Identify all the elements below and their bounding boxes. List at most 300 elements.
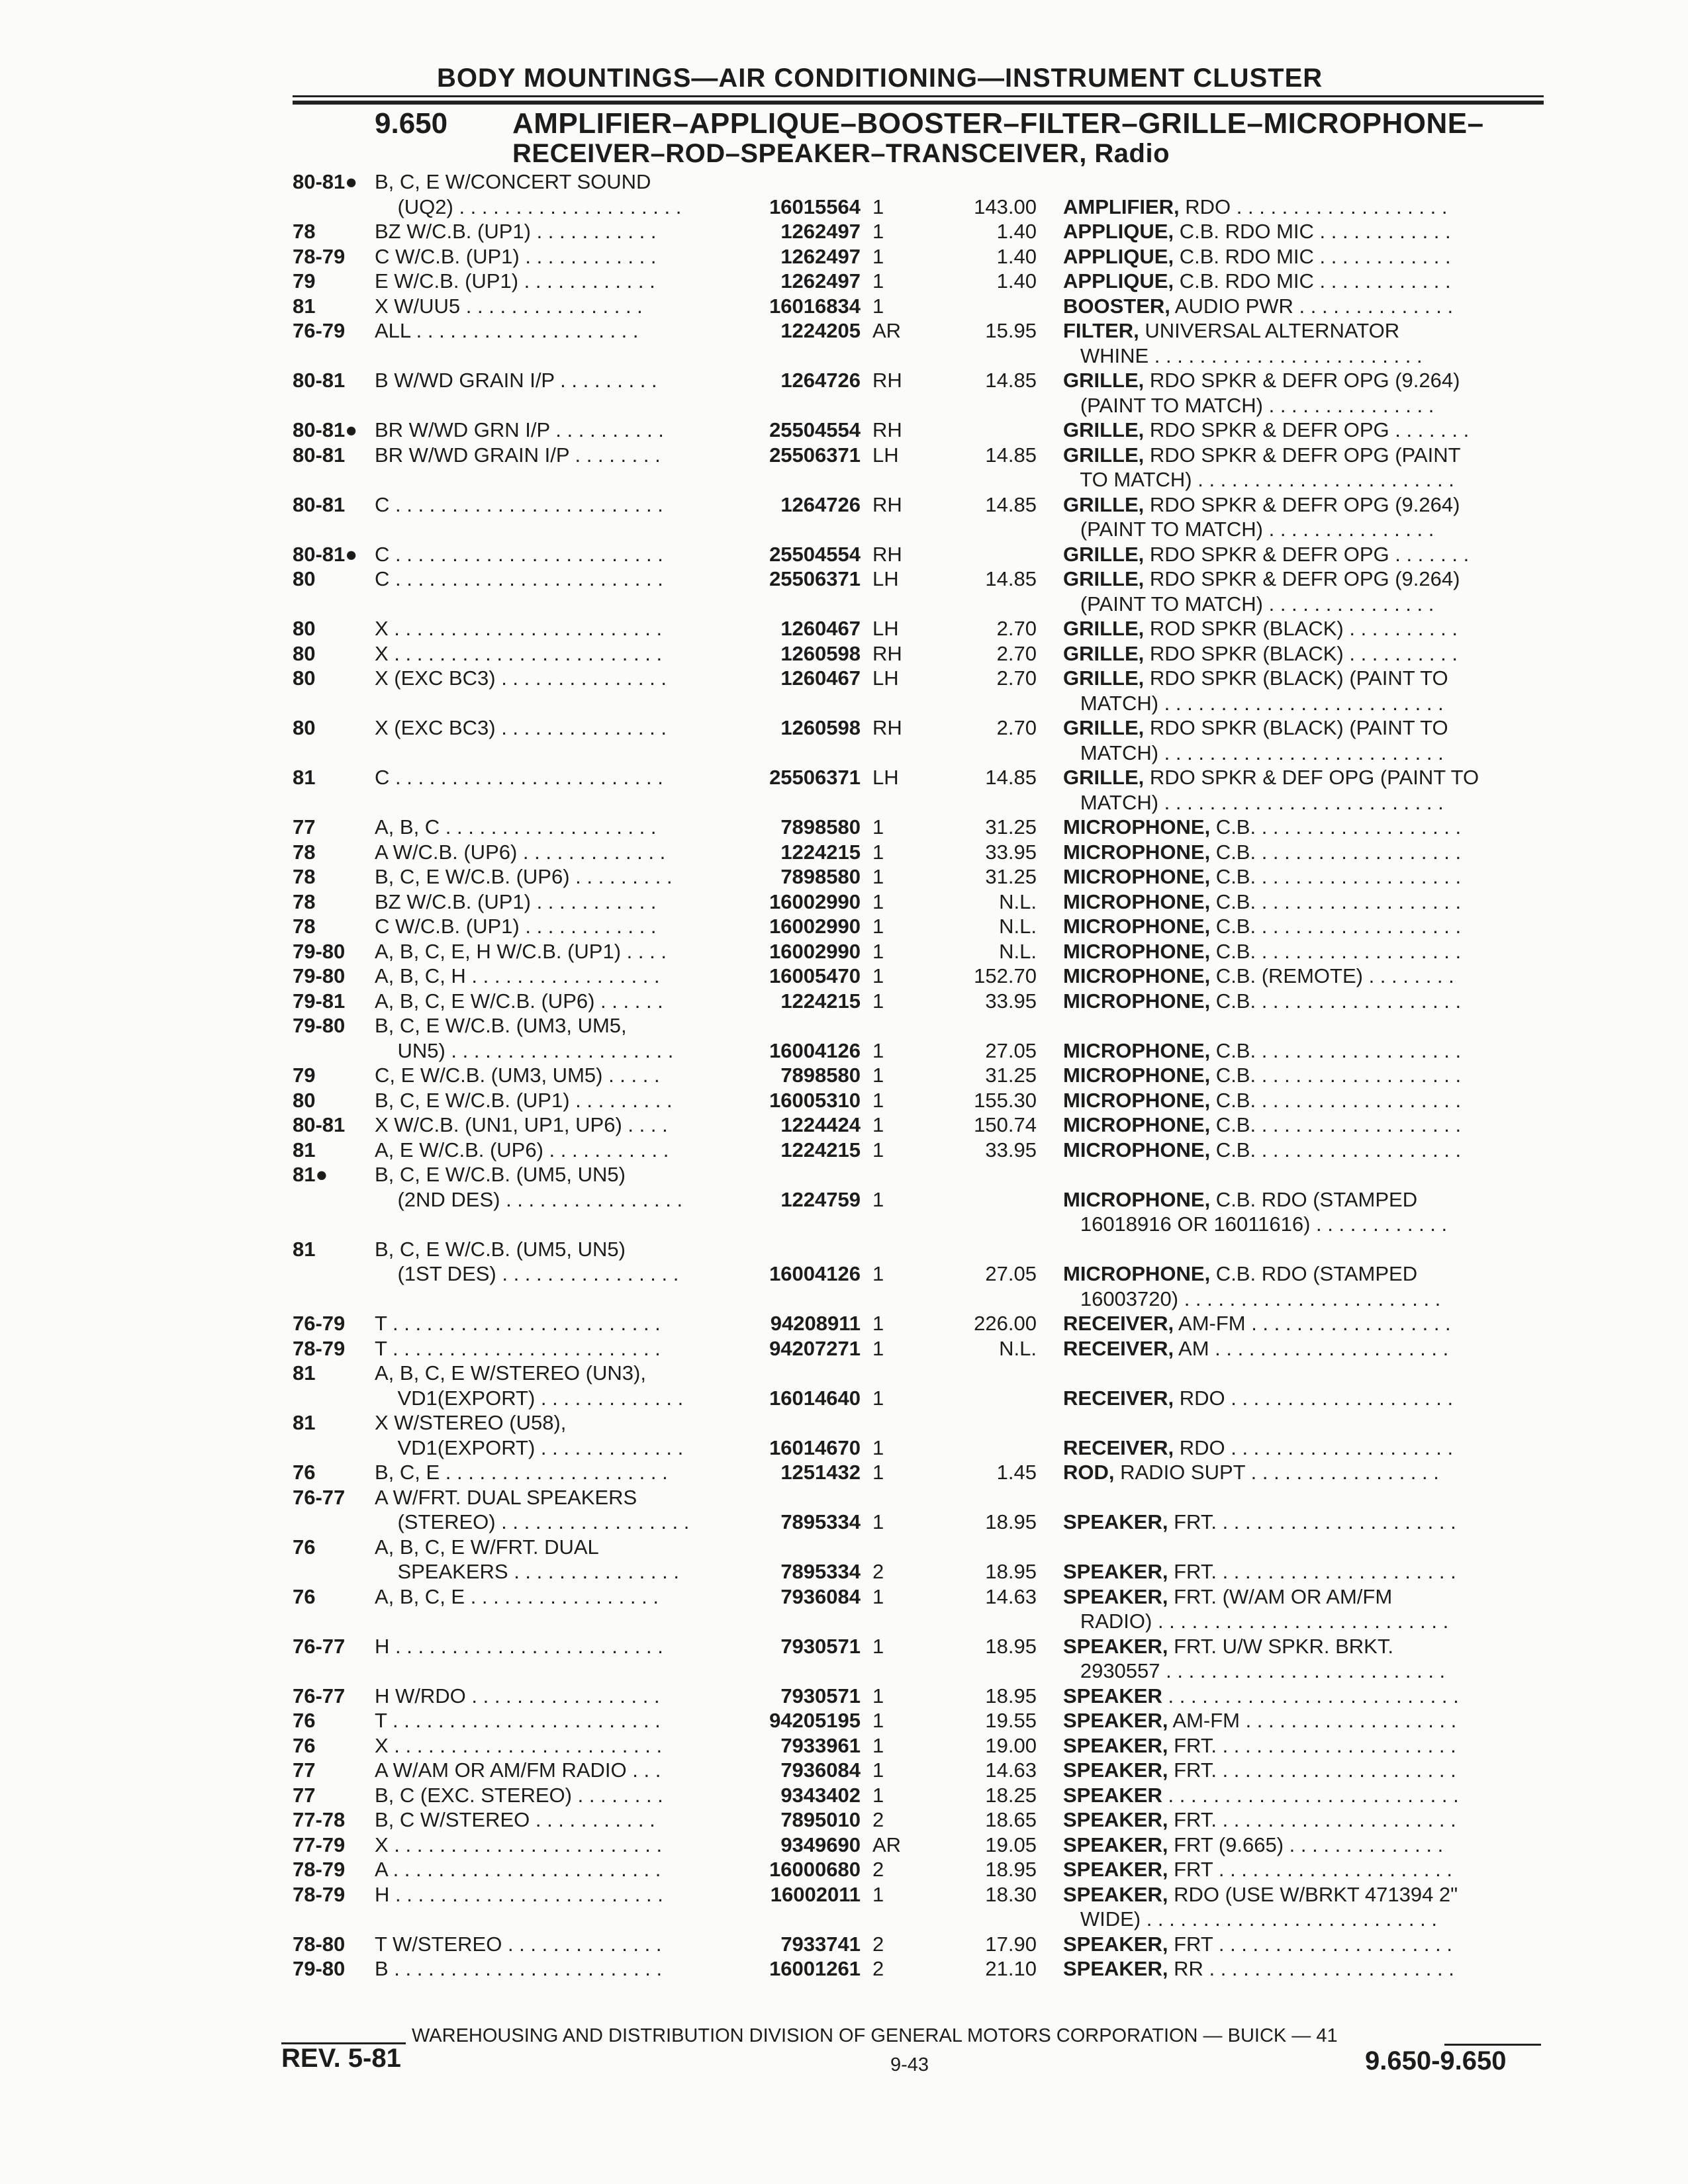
year-cell: 77-78 <box>293 1808 346 1831</box>
application-cell: C . . . . . . . . . . . . . . . . . . . . . . . . <box>375 766 663 789</box>
description-text: AM-FM . . . . . . . . . . . . . . . . . . <box>1174 1312 1451 1335</box>
quantity-cell: LH <box>872 766 899 789</box>
description-text: RADIO SUPT . . . . . . . . . . . . . . . . . <box>1114 1461 1439 1484</box>
price-cell: 17.90 <box>985 1932 1037 1956</box>
quantity-cell: LH <box>872 666 899 690</box>
price-cell: 150.74 <box>974 1113 1037 1136</box>
table-row <box>0 318 1688 343</box>
application-cell: X W/STEREO (U58), <box>375 1411 567 1434</box>
quantity-cell: 1 <box>872 939 884 963</box>
description-cell <box>1063 195 1447 220</box>
description-cell <box>1063 1435 1453 1461</box>
table-row <box>0 939 1688 964</box>
page-header-title: BODY MOUNTINGS—AIR CONDITIONING—INSTRUMENT CLUSTER <box>437 64 1323 93</box>
application-cell: A, B, C, E W/C.B. (UP6) . . . . . . <box>375 989 663 1013</box>
description-text: RR . . . . . . . . . . . . . . . . . . . . . . <box>1168 1957 1454 1980</box>
quantity-cell: 1 <box>872 1510 884 1533</box>
part-number-cell: 16001261 <box>769 1957 861 1980</box>
table-row <box>0 1833 1688 1858</box>
description-text: C.B. . . . . . . . . . . . . . . . . . . <box>1210 889 1462 913</box>
application-cell: X . . . . . . . . . . . . . . . . . . . . . . . . <box>375 617 663 640</box>
quantity-cell: 1 <box>872 1435 884 1459</box>
table-row <box>0 641 1688 666</box>
description-keyword: GRILLE, <box>1063 369 1145 392</box>
description-cell <box>1063 1510 1456 1535</box>
description-text: C.B. . . . . . . . . . . . . . . . . . . <box>1210 989 1462 1013</box>
price-cell: 15.95 <box>985 319 1037 342</box>
year-cell: 79-81 <box>293 989 346 1013</box>
table-row <box>0 1261 1688 1287</box>
description-cell <box>1063 1708 1456 1733</box>
quantity-cell: 1 <box>872 1584 884 1608</box>
quantity-cell: 1 <box>872 964 884 987</box>
description-keyword: MICROPHONE, <box>1063 889 1211 913</box>
part-number-cell: 16015564 <box>769 195 861 218</box>
part-number-cell: 7930571 <box>780 1634 861 1658</box>
description-keyword: GRILLE, <box>1063 641 1145 665</box>
table-row <box>0 964 1688 989</box>
price-cell: 1.40 <box>996 269 1037 293</box>
description-cell <box>1063 1584 1392 1610</box>
year-cell: 81 <box>293 1237 316 1261</box>
table-row <box>0 815 1688 840</box>
description-cell <box>1063 1932 1452 1957</box>
price-cell: 18.95 <box>985 1510 1037 1533</box>
description-cell <box>1063 219 1451 244</box>
part-number-cell: 7895010 <box>780 1808 861 1831</box>
price-cell: 31.25 <box>985 1064 1037 1087</box>
description-cell <box>1063 1783 1459 1808</box>
part-number-cell: 16002990 <box>769 939 861 963</box>
description-keyword: GRILLE, <box>1063 492 1145 516</box>
application-cell: BR W/WD GRAIN I/P . . . . . . . . <box>375 443 661 467</box>
application-cell: A W/FRT. DUAL SPEAKERS <box>375 1485 637 1509</box>
description-keyword: MICROPHONE, <box>1063 1113 1211 1136</box>
application-cell: VD1(EXPORT) . . . . . . . . . . . . . <box>375 1386 684 1410</box>
price-cell: 14.85 <box>985 369 1037 392</box>
year-cell: 76 <box>293 1733 316 1757</box>
application-cell: B, C (EXC. STEREO) . . . . . . . . <box>375 1783 663 1807</box>
description-cell <box>1063 368 1460 393</box>
description-keyword: SPEAKER, <box>1063 1560 1168 1583</box>
part-number-cell: 9343402 <box>780 1783 861 1807</box>
year-cell: 80-81 <box>293 369 346 392</box>
part-number-cell: 7898580 <box>780 865 861 888</box>
description-keyword: SPEAKER, <box>1063 1932 1168 1956</box>
table-row <box>0 1807 1688 1833</box>
description-keyword: GRILLE, <box>1063 666 1145 690</box>
quantity-cell: 1 <box>872 1138 884 1161</box>
year-cell: 79-80 <box>293 1014 346 1037</box>
table-row <box>0 914 1688 939</box>
description-text: RADIO) . . . . . . . . . . . . . . . . . . . . . . . . . . <box>1063 1610 1449 1633</box>
description-text: WIDE) . . . . . . . . . . . . . . . . . . . . . . . . . . <box>1063 1907 1437 1931</box>
application-cell: A, B, C, E W/STEREO (UN3), <box>375 1361 646 1385</box>
table-row <box>0 1013 1688 1038</box>
description-cell <box>1063 1187 1417 1212</box>
description-text: RDO . . . . . . . . . . . . . . . . . . . . <box>1174 1435 1454 1459</box>
description-cell <box>1063 343 1423 369</box>
description-keyword: SPEAKER, <box>1063 1510 1168 1533</box>
year-cell: 80 <box>293 617 316 640</box>
quantity-cell: LH <box>872 617 899 640</box>
part-number-cell: 94205195 <box>769 1709 861 1732</box>
table-row <box>0 492 1688 518</box>
price-cell: 2.70 <box>996 641 1037 665</box>
description-text: C.B. RDO MIC . . . . . . . . . . . . <box>1174 220 1451 243</box>
application-cell: X (EXC BC3) . . . . . . . . . . . . . . . <box>375 666 667 690</box>
part-number-cell: 7933961 <box>780 1733 861 1757</box>
description-cell <box>1063 964 1454 989</box>
year-cell: 80-81 <box>293 1113 346 1136</box>
description-keyword: APPLIQUE, <box>1063 244 1174 268</box>
year-cell: 81 <box>293 294 316 318</box>
quantity-cell: RH <box>872 716 902 739</box>
year-cell: 78 <box>293 865 316 888</box>
application-cell: BR W/WD GRN I/P . . . . . . . . . . <box>375 418 664 441</box>
description-text: FRT. . . . . . . . . . . . . . . . . . . . . . <box>1168 1808 1456 1831</box>
header-rule-thin <box>293 95 1544 97</box>
part-number-cell: 16005470 <box>769 964 861 987</box>
part-number-cell: 16000680 <box>769 1858 861 1881</box>
description-text: MATCH) . . . . . . . . . . . . . . . . . . . . . . . . . <box>1063 741 1444 764</box>
year-cell: 76-77 <box>293 1684 346 1707</box>
part-number-cell: 16005310 <box>769 1088 861 1112</box>
quantity-cell: 1 <box>872 1758 884 1782</box>
part-number-cell: 7895334 <box>780 1510 861 1533</box>
footer-publisher-line: WAREHOUSING AND DISTRIBUTION DIVISION OF GENERAL MOTORS CORPORATION — BUICK — 41 <box>412 2025 1338 2046</box>
quantity-cell: LH <box>872 443 899 467</box>
table-row <box>0 1584 1688 1610</box>
application-cell: B, C, E W/CONCERT SOUND <box>375 170 651 193</box>
description-cell <box>1063 592 1434 617</box>
description-text: C.B. (REMOTE) . . . . . . . . <box>1210 964 1454 987</box>
year-cell: 77 <box>293 1783 316 1807</box>
description-cell <box>1063 1336 1448 1361</box>
table-row <box>0 765 1688 790</box>
application-cell: C . . . . . . . . . . . . . . . . . . . . . . . . <box>375 492 663 516</box>
application-cell: X . . . . . . . . . . . . . . . . . . . . . . . . <box>375 1733 663 1757</box>
section-number: 9.650 <box>375 107 448 140</box>
year-cell: 81 <box>293 1411 316 1434</box>
year-cell: 80-81● <box>293 170 358 193</box>
description-keyword: SPEAKER, <box>1063 1808 1168 1831</box>
description-text: ROD SPKR (BLACK) . . . . . . . . . . <box>1144 617 1458 640</box>
quantity-cell: 1 <box>872 1709 884 1732</box>
application-cell: B, C, E W/C.B. (UP6) . . . . . . . . . <box>375 865 673 888</box>
table-row <box>0 195 1688 220</box>
description-cell <box>1063 1857 1452 1882</box>
application-cell: BZ W/C.B. (UP1) . . . . . . . . . . . <box>375 889 657 913</box>
price-cell: 152.70 <box>974 964 1037 987</box>
quantity-cell: 1 <box>872 1038 884 1062</box>
table-row <box>0 1063 1688 1088</box>
application-cell: BZ W/C.B. (UP1) . . . . . . . . . . . <box>375 220 657 243</box>
description-text: AM-FM . . . . . . . . . . . . . . . . . . . <box>1168 1709 1457 1732</box>
table-row <box>0 1932 1688 1957</box>
table-row <box>0 1460 1688 1485</box>
quantity-cell: 1 <box>872 1783 884 1807</box>
description-cell <box>1063 542 1469 567</box>
table-row <box>0 1907 1688 1932</box>
price-cell: 14.63 <box>985 1758 1037 1782</box>
description-text: RDO SPKR & DEF OPG (PAINT TO <box>1144 766 1479 789</box>
description-cell <box>1063 1609 1448 1634</box>
description-keyword: MICROPHONE, <box>1063 1064 1211 1087</box>
price-cell: 14.85 <box>985 766 1037 789</box>
price-cell: 1.45 <box>996 1461 1037 1484</box>
description-cell <box>1063 1559 1456 1584</box>
quantity-cell: 1 <box>872 1064 884 1087</box>
description-keyword: GRILLE, <box>1063 542 1145 566</box>
price-cell: 18.95 <box>985 1684 1037 1707</box>
table-row <box>0 616 1688 641</box>
description-keyword: MICROPHONE, <box>1063 1088 1211 1112</box>
table-row <box>0 1410 1688 1435</box>
part-number-cell: 1262497 <box>780 244 861 268</box>
description-cell <box>1063 318 1399 343</box>
year-cell: 80-81 <box>293 443 346 467</box>
description-cell <box>1063 715 1448 741</box>
description-text: . . . . . . . . . . . . . . . . . . . . . . . . . . <box>1162 1684 1459 1707</box>
description-keyword: MICROPHONE, <box>1063 1262 1211 1285</box>
description-cell <box>1063 269 1451 294</box>
application-cell: T . . . . . . . . . . . . . . . . . . . . . . . . <box>375 1336 661 1360</box>
description-keyword: RECEIVER, <box>1063 1386 1174 1410</box>
application-cell: X . . . . . . . . . . . . . . . . . . . . . . . . <box>375 1833 663 1856</box>
price-cell: 19.00 <box>985 1733 1037 1757</box>
application-cell: C, E W/C.B. (UM3, UM5) . . . . . <box>375 1064 660 1087</box>
description-text: 2930557 . . . . . . . . . . . . . . . . . . . . . . . . . <box>1063 1659 1446 1682</box>
table-row <box>0 1138 1688 1163</box>
description-cell <box>1063 467 1454 492</box>
part-number-cell: 9349690 <box>780 1833 861 1856</box>
description-text: RDO SPKR (BLACK) . . . . . . . . . . <box>1144 641 1458 665</box>
year-cell: 77 <box>293 815 316 839</box>
description-text: 16003720) . . . . . . . . . . . . . . . . . . . . . . . <box>1063 1287 1441 1310</box>
section-title-line2: RECEIVER–ROD–SPEAKER–TRANSCEIVER, Radio <box>512 139 1170 168</box>
year-cell: 79 <box>293 269 316 293</box>
table-row <box>0 1956 1688 1981</box>
year-cell: 78-79 <box>293 1858 346 1881</box>
part-number-cell: 1260598 <box>780 641 861 665</box>
description-text: RDO SPKR (BLACK) (PAINT TO <box>1144 716 1448 739</box>
price-cell: 155.30 <box>974 1088 1037 1112</box>
description-keyword: SPEAKER, <box>1063 1733 1168 1757</box>
part-number-cell: 1251432 <box>780 1461 861 1484</box>
price-cell: 31.25 <box>985 815 1037 839</box>
application-cell: H W/RDO . . . . . . . . . . . . . . . . . <box>375 1684 660 1707</box>
application-cell: B W/WD GRAIN I/P . . . . . . . . . <box>375 369 657 392</box>
part-number-cell: 16014670 <box>769 1435 861 1459</box>
table-row <box>0 1609 1688 1634</box>
description-cell <box>1063 418 1469 443</box>
application-cell: (1ST DES) . . . . . . . . . . . . . . . . <box>375 1262 679 1285</box>
part-number-cell: 1224759 <box>780 1187 861 1211</box>
table-row <box>0 666 1688 691</box>
quantity-cell: 1 <box>872 220 884 243</box>
application-cell: B, C, E W/C.B. (UM3, UM5, <box>375 1014 627 1037</box>
price-cell: 226.00 <box>974 1312 1037 1335</box>
quantity-cell: 2 <box>872 1957 884 1980</box>
description-text: RDO SPKR & DEFR OPG (9.264) <box>1144 492 1460 516</box>
quantity-cell: 1 <box>872 1386 884 1410</box>
price-cell: 14.85 <box>985 443 1037 467</box>
year-cell: 78-79 <box>293 244 346 268</box>
table-row <box>0 840 1688 865</box>
table-row <box>0 244 1688 269</box>
year-cell: 78-80 <box>293 1932 346 1956</box>
application-cell: B, C, E W/C.B. (UP1) . . . . . . . . . <box>375 1088 673 1112</box>
description-keyword: RECEIVER, <box>1063 1435 1174 1459</box>
year-cell: 79-80 <box>293 1957 346 1980</box>
table-row <box>0 1386 1688 1411</box>
quantity-cell: 2 <box>872 1560 884 1583</box>
table-row <box>0 1684 1688 1709</box>
part-number-cell: 7898580 <box>780 1064 861 1087</box>
description-text: FRT. . . . . . . . . . . . . . . . . . . . . . <box>1168 1733 1456 1757</box>
description-keyword: RECEIVER, <box>1063 1336 1174 1360</box>
table-row <box>0 989 1688 1014</box>
table-row <box>0 1559 1688 1584</box>
description-keyword: ROD, <box>1063 1461 1115 1484</box>
application-cell: (STEREO) . . . . . . . . . . . . . . . . . <box>375 1510 690 1533</box>
description-keyword: FILTER, <box>1063 319 1139 342</box>
description-cell <box>1063 691 1444 716</box>
description-cell <box>1063 517 1434 542</box>
quantity-cell: 2 <box>872 1808 884 1831</box>
year-cell: 76-79 <box>293 319 346 342</box>
year-cell: 77-79 <box>293 1833 346 1856</box>
table-row <box>0 1038 1688 1064</box>
part-number-cell: 7933741 <box>780 1932 861 1956</box>
section-range: 9.650-9.650 <box>1365 2046 1507 2075</box>
description-text: AM . . . . . . . . . . . . . . . . . . . . . <box>1174 1336 1449 1360</box>
description-cell <box>1063 1833 1443 1858</box>
description-keyword: GRILLE, <box>1063 418 1145 441</box>
table-row <box>0 1212 1688 1237</box>
quantity-cell: AR <box>872 1833 902 1856</box>
description-text: . . . . . . . . . . . . . . . . . . . . . . . . . . <box>1162 1783 1459 1807</box>
application-cell: C . . . . . . . . . . . . . . . . . . . . . . . . <box>375 567 663 590</box>
description-cell <box>1063 641 1458 666</box>
description-keyword: GRILLE, <box>1063 567 1145 590</box>
description-keyword: SPEAKER, <box>1063 1634 1168 1658</box>
description-cell <box>1063 989 1461 1014</box>
description-keyword: GRILLE, <box>1063 443 1145 467</box>
price-cell: 18.30 <box>985 1882 1037 1906</box>
description-cell <box>1063 443 1461 468</box>
quantity-cell: 1 <box>872 1336 884 1360</box>
application-cell: A, B, C, E . . . . . . . . . . . . . . . . . <box>375 1584 659 1608</box>
application-cell: B, C W/STEREO . . . . . . . . . . . <box>375 1808 655 1831</box>
year-cell: 79 <box>293 1064 316 1087</box>
part-number-cell: 7930571 <box>780 1684 861 1707</box>
part-number-cell: 16002011 <box>770 1882 861 1906</box>
quantity-cell: 1 <box>872 294 884 318</box>
year-cell: 78 <box>293 840 316 864</box>
price-cell: 2.70 <box>996 666 1037 690</box>
description-cell <box>1063 1460 1439 1485</box>
part-number-cell: 1224205 <box>780 319 861 342</box>
part-number-cell: 1260467 <box>780 617 861 640</box>
application-cell: (2ND DES) . . . . . . . . . . . . . . . . <box>375 1187 683 1211</box>
quantity-cell: RH <box>872 542 902 566</box>
table-row <box>0 467 1688 492</box>
description-text: FRT. . . . . . . . . . . . . . . . . . . . . . <box>1168 1758 1456 1782</box>
table-row <box>0 368 1688 393</box>
description-cell <box>1063 393 1434 418</box>
description-text: RDO (USE W/BRKT 471394 2" <box>1168 1882 1458 1906</box>
year-cell: 78-79 <box>293 1336 346 1360</box>
description-text: TO MATCH) . . . . . . . . . . . . . . . . . . . . . . . <box>1063 468 1454 491</box>
year-cell: 81 <box>293 1138 316 1161</box>
price-cell: 18.95 <box>985 1634 1037 1658</box>
application-cell: A, B, C, H . . . . . . . . . . . . . . . . . <box>375 964 660 987</box>
revision-label: REV. 5-81 <box>281 2044 401 2073</box>
table-row <box>0 269 1688 294</box>
description-cell <box>1063 1758 1456 1783</box>
description-text: FRT. . . . . . . . . . . . . . . . . . . . . . <box>1168 1560 1456 1583</box>
description-text: C.B. . . . . . . . . . . . . . . . . . . <box>1210 815 1462 839</box>
quantity-cell: 2 <box>872 1858 884 1881</box>
price-cell: 19.55 <box>985 1709 1037 1732</box>
description-text: FRT . . . . . . . . . . . . . . . . . . . . . <box>1168 1932 1452 1956</box>
description-text: C.B. . . . . . . . . . . . . . . . . . . <box>1210 865 1462 888</box>
description-keyword: SPEAKER, <box>1063 1709 1168 1732</box>
quantity-cell: 1 <box>872 815 884 839</box>
description-text: WHINE . . . . . . . . . . . . . . . . . . . . . . . . <box>1063 343 1423 367</box>
part-number-cell: 16004126 <box>769 1262 861 1285</box>
table-row <box>0 418 1688 443</box>
description-text: (PAINT TO MATCH) . . . . . . . . . . . . . . . <box>1063 393 1434 417</box>
description-keyword: AMPLIFIER, <box>1063 195 1180 218</box>
part-number-cell: 1224215 <box>780 1138 861 1161</box>
application-cell: UN5) . . . . . . . . . . . . . . . . . . . . <box>375 1038 674 1062</box>
description-cell <box>1063 1038 1461 1064</box>
section-title-line1: AMPLIFIER–APPLIQUE–BOOSTER–FILTER–GRILLE–MICROPHONE– <box>512 107 1484 140</box>
quantity-cell: RH <box>872 418 902 441</box>
description-text: (PAINT TO MATCH) . . . . . . . . . . . . . . . <box>1063 592 1434 615</box>
price-cell: 27.05 <box>985 1038 1037 1062</box>
quantity-cell: 1 <box>872 1461 884 1484</box>
quantity-cell: 1 <box>872 1088 884 1112</box>
table-row <box>0 1783 1688 1808</box>
description-cell <box>1063 567 1460 592</box>
application-cell: A W/C.B. (UP6) . . . . . . . . . . . . . <box>375 840 666 864</box>
description-cell <box>1063 790 1444 815</box>
description-text: MATCH) . . . . . . . . . . . . . . . . . . . . . . . . . <box>1063 691 1444 715</box>
part-number-cell: 7936084 <box>780 1584 861 1608</box>
description-keyword: GRILLE, <box>1063 766 1145 789</box>
table-row <box>0 1336 1688 1361</box>
table-row <box>0 1857 1688 1882</box>
price-cell: N.L. <box>999 889 1037 913</box>
table-row <box>0 691 1688 716</box>
description-cell <box>1063 1659 1445 1684</box>
quantity-cell: 1 <box>872 195 884 218</box>
application-cell: H . . . . . . . . . . . . . . . . . . . . . . . . <box>375 1634 663 1658</box>
part-number-cell: 1262497 <box>780 269 861 293</box>
year-cell: 81● <box>293 1163 328 1186</box>
table-row <box>0 1435 1688 1461</box>
year-cell: 80 <box>293 1088 316 1112</box>
description-cell <box>1063 889 1461 915</box>
description-text: RDO SPKR & DEFR OPG . . . . . . . <box>1144 418 1470 441</box>
application-cell: VD1(EXPORT) . . . . . . . . . . . . . <box>375 1435 684 1459</box>
table-row <box>0 715 1688 741</box>
description-text: C.B. . . . . . . . . . . . . . . . . . . <box>1210 1038 1462 1062</box>
